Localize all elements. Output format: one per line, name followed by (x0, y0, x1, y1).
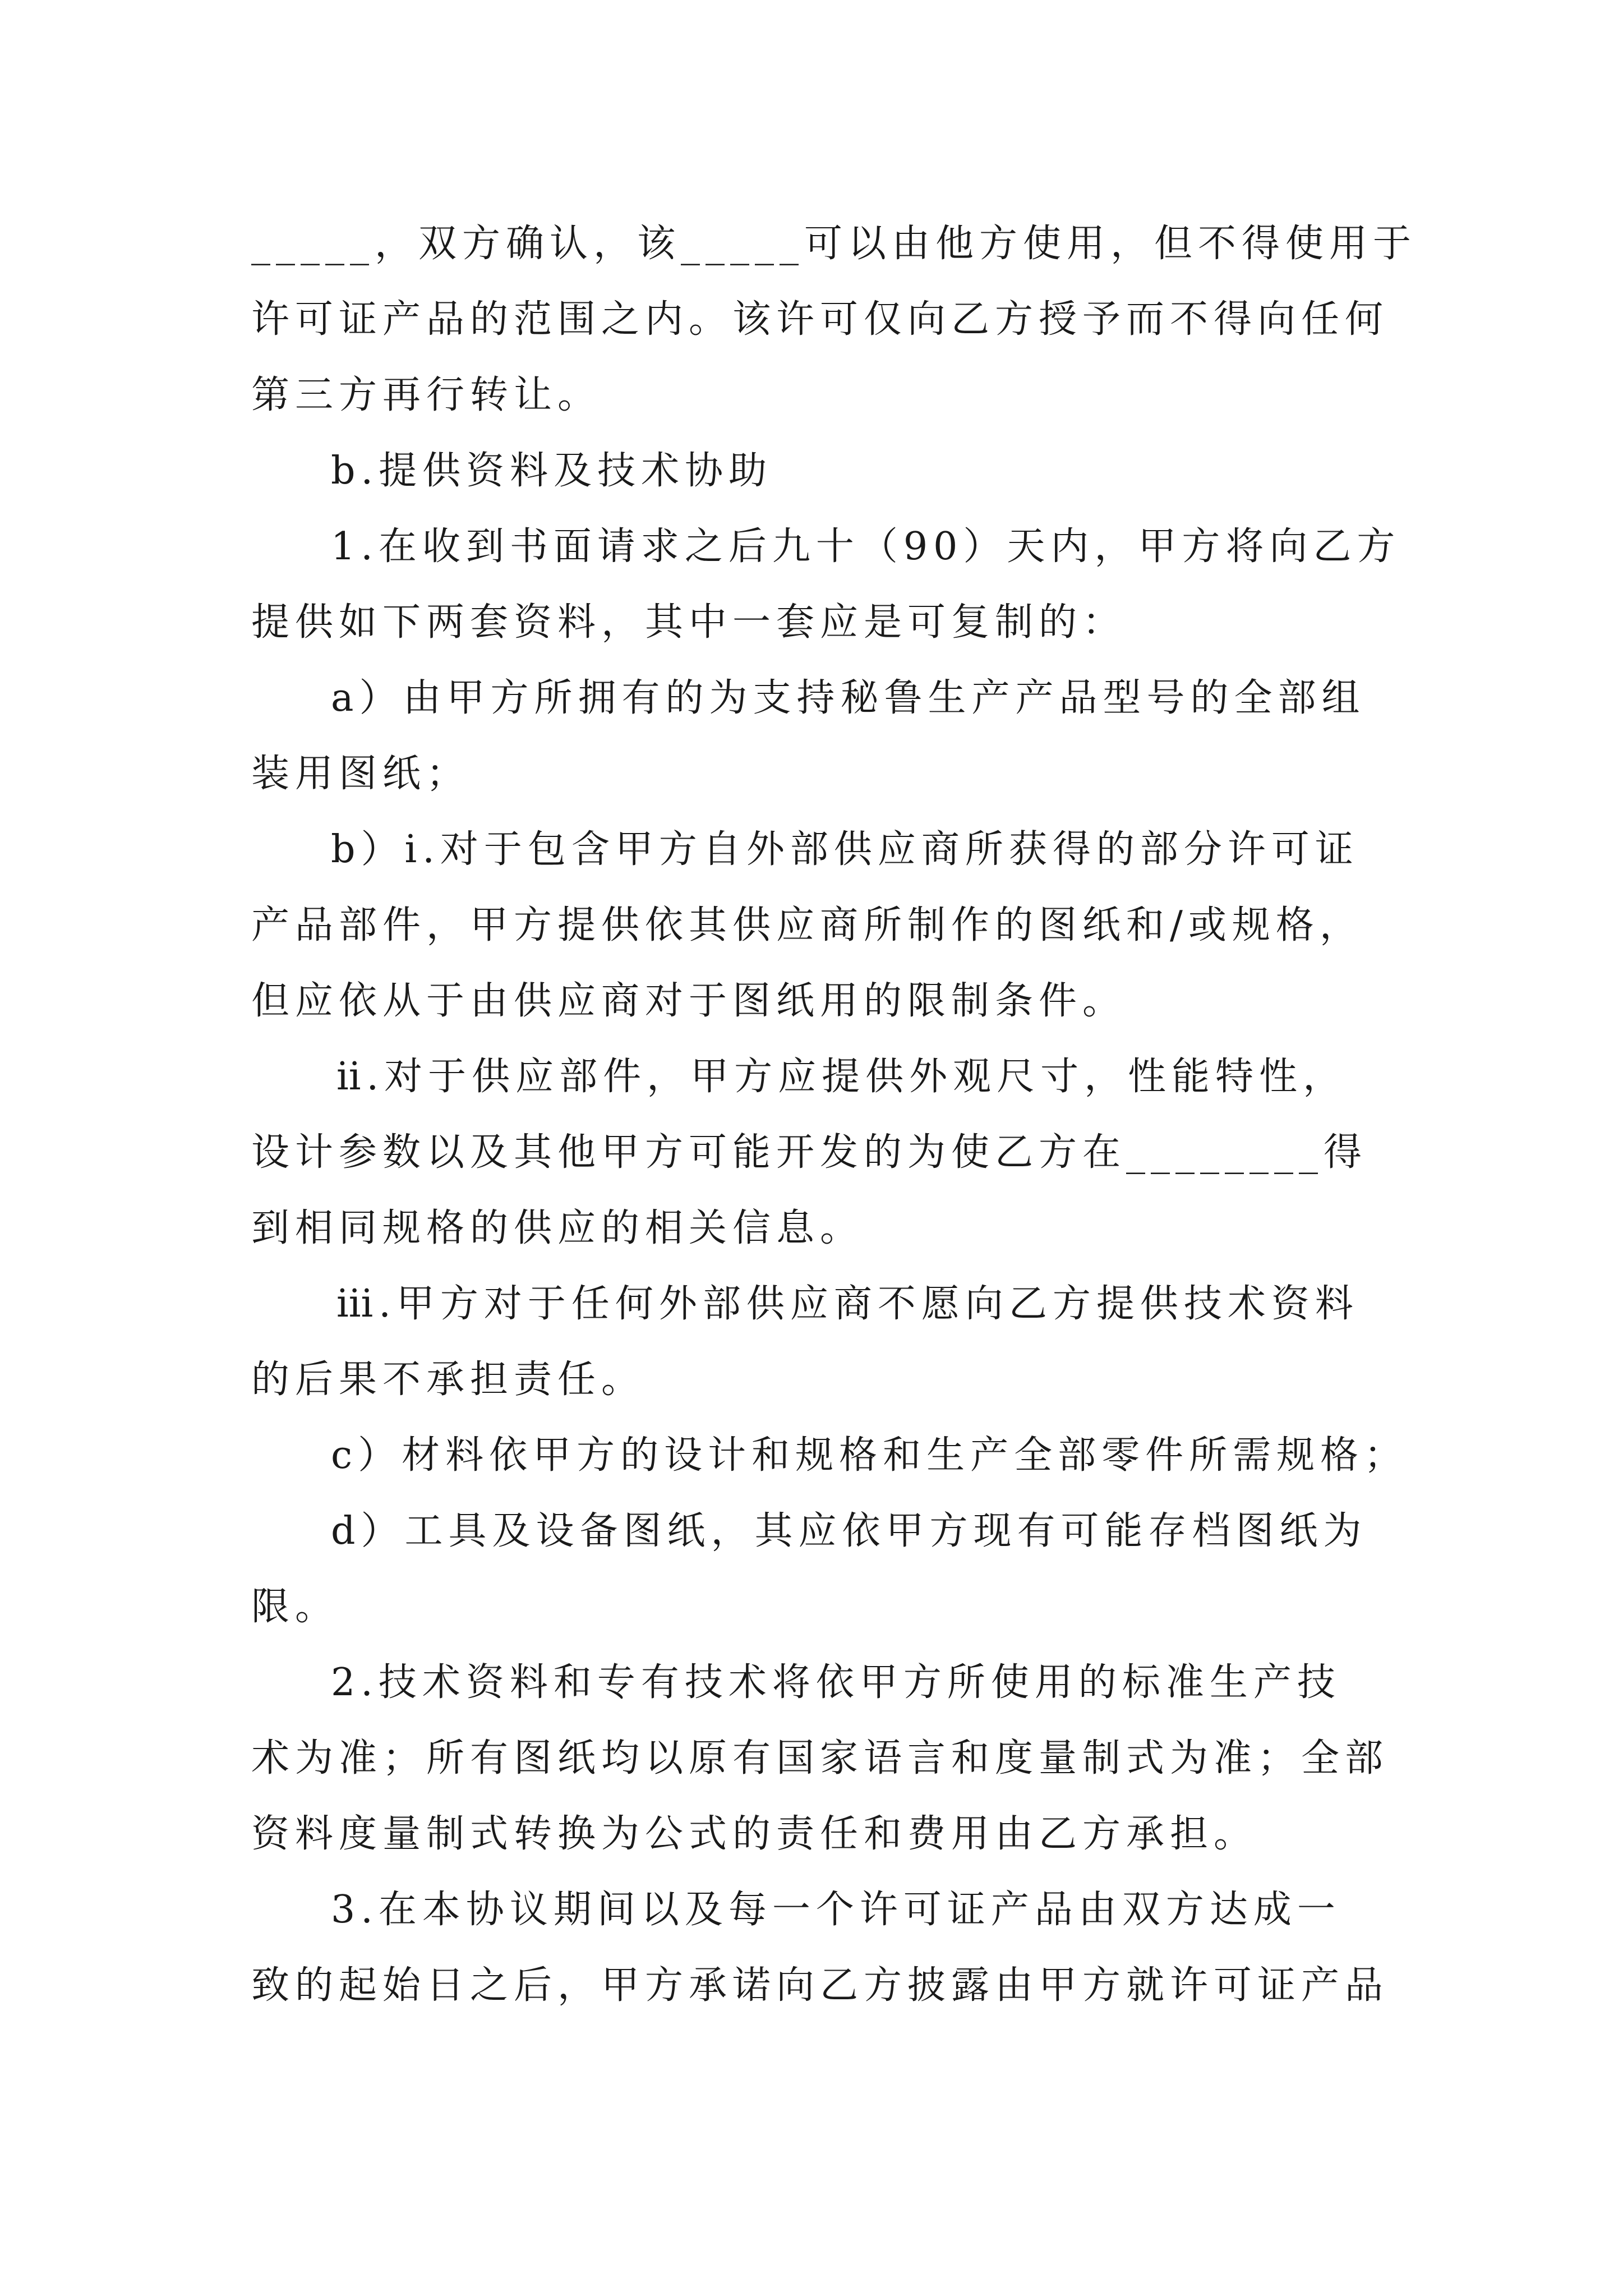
text-line-2: 许可证产品的范围之内。该许可仅向乙方授予而不得向任何 (251, 297, 1389, 342)
text-line-17: c）材料依甲方的设计和规格和生产全部零件所需规格； (331, 1433, 1408, 1478)
text-line-24: 致的起始日之后，甲方承诺向乙方披露由甲方就许可证产品 (251, 1963, 1389, 2008)
section-heading-b: b.提供资料及技术协助 (331, 449, 773, 493)
text-line-9: b）ⅰ.对于包含甲方自外部供应商所获得的部分许可证 (331, 827, 1359, 872)
text-line-7: a）由甲方所拥有的为支持秘鲁生产产品型号的全部组 (331, 676, 1366, 720)
text-line-19: 限。 (251, 1585, 339, 1629)
text-line-13: 设计参数以及其他甲方可能开发的为使乙方在________得 (251, 1130, 1368, 1175)
text-line-14: 到相同规格的供应的相关信息。 (251, 1206, 864, 1250)
text-line-6: 提供如下两套资料，其中一套应是可复制的： (251, 600, 1127, 645)
text-line-3: 第三方再行转让。 (251, 373, 602, 417)
text-line-22: 资料度量制式转换为公式的责任和费用由乙方承担。 (251, 1812, 1258, 1856)
text-line-1: _____，双方确认，该_____可以由他方使用，但不得使用于 (251, 222, 1417, 266)
text-line-10: 产品部件，甲方提供依其供应商所制作的图纸和/或规格， (251, 903, 1363, 947)
text-line-8: 装用图纸； (251, 752, 471, 796)
text-line-11: 但应依从于由供应商对于图纸用的限制条件。 (251, 979, 1127, 1023)
text-line-18: d）工具及设备图纸，其应依甲方现有可能存档图纸为 (331, 1509, 1367, 1553)
text-line-16: 的后果不承担责任。 (251, 1358, 645, 1402)
text-line-15: ⅲ.甲方对于任何外部供应商不愿向乙方提供技术资料 (336, 1282, 1359, 1326)
text-line-21: 术为准；所有图纸均以原有国家语言和度量制式为准；全部 (251, 1736, 1389, 1780)
text-line-23: 3.在本协议期间以及每一个许可证产品由双方达成一 (331, 1888, 1341, 1932)
text-line-20: 2.技术资料和专有技术将依甲方所使用的标准生产技 (331, 1660, 1341, 1705)
text-line-12: ⅱ.对于供应部件，甲方应提供外观尺寸，性能特性， (336, 1055, 1347, 1099)
text-line-5: 1.在收到书面请求之后九十（90）天内，甲方将向乙方 (331, 524, 1401, 569)
